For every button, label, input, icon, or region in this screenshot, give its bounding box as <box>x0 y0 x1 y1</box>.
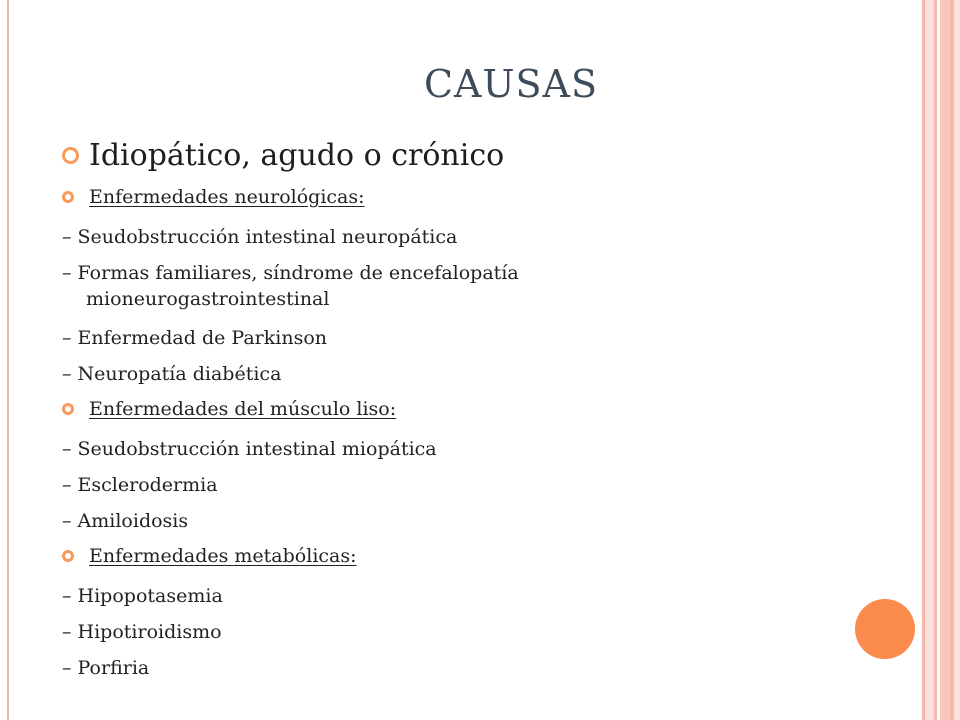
ring-bullet-icon <box>62 147 79 164</box>
list-item: – Porfiria <box>62 657 150 679</box>
section-heading-text: Enfermedades metabólicas: <box>89 545 357 567</box>
section-heading-text: Enfermedades neurológicas: <box>89 186 365 208</box>
list-item: – Esclerodermia <box>62 474 218 496</box>
slide-frame <box>7 0 920 720</box>
section-heading-neurologicas <box>62 186 365 208</box>
main-bullet <box>62 138 504 173</box>
list-item: – Enfermedad de Parkinson <box>62 327 327 349</box>
ring-bullet-icon <box>62 403 74 415</box>
decorative-side-stripes <box>920 0 960 720</box>
list-item-text: – Formas familiares, síndrome de encefalopatía <box>62 262 519 284</box>
slide-title: CAUSAS <box>423 62 599 106</box>
ring-bullet-icon <box>62 550 74 562</box>
section-heading-text: Enfermedades del músculo liso: <box>89 398 397 420</box>
list-item: – Hipotiroidismo <box>62 621 222 643</box>
main-bullet-text: Idiopático, agudo o crónico <box>89 138 505 173</box>
list-item: – Seudobstrucción intestinal neuropática <box>62 226 458 248</box>
list-item: – Seudobstrucción intestinal miopática <box>62 438 437 460</box>
ring-bullet-icon <box>62 191 74 203</box>
list-item: – Neuropatía diabética <box>62 363 282 385</box>
section-heading-musculo-liso <box>62 398 396 420</box>
list-item <box>62 260 519 312</box>
section-heading-metabolicas <box>62 545 357 567</box>
list-item-continuation: mioneurogastrointestinal <box>86 288 330 310</box>
decorative-orange-circle <box>855 599 915 659</box>
list-item: – Amiloidosis <box>62 510 189 532</box>
list-item: – Hipopotasemia <box>62 585 223 607</box>
